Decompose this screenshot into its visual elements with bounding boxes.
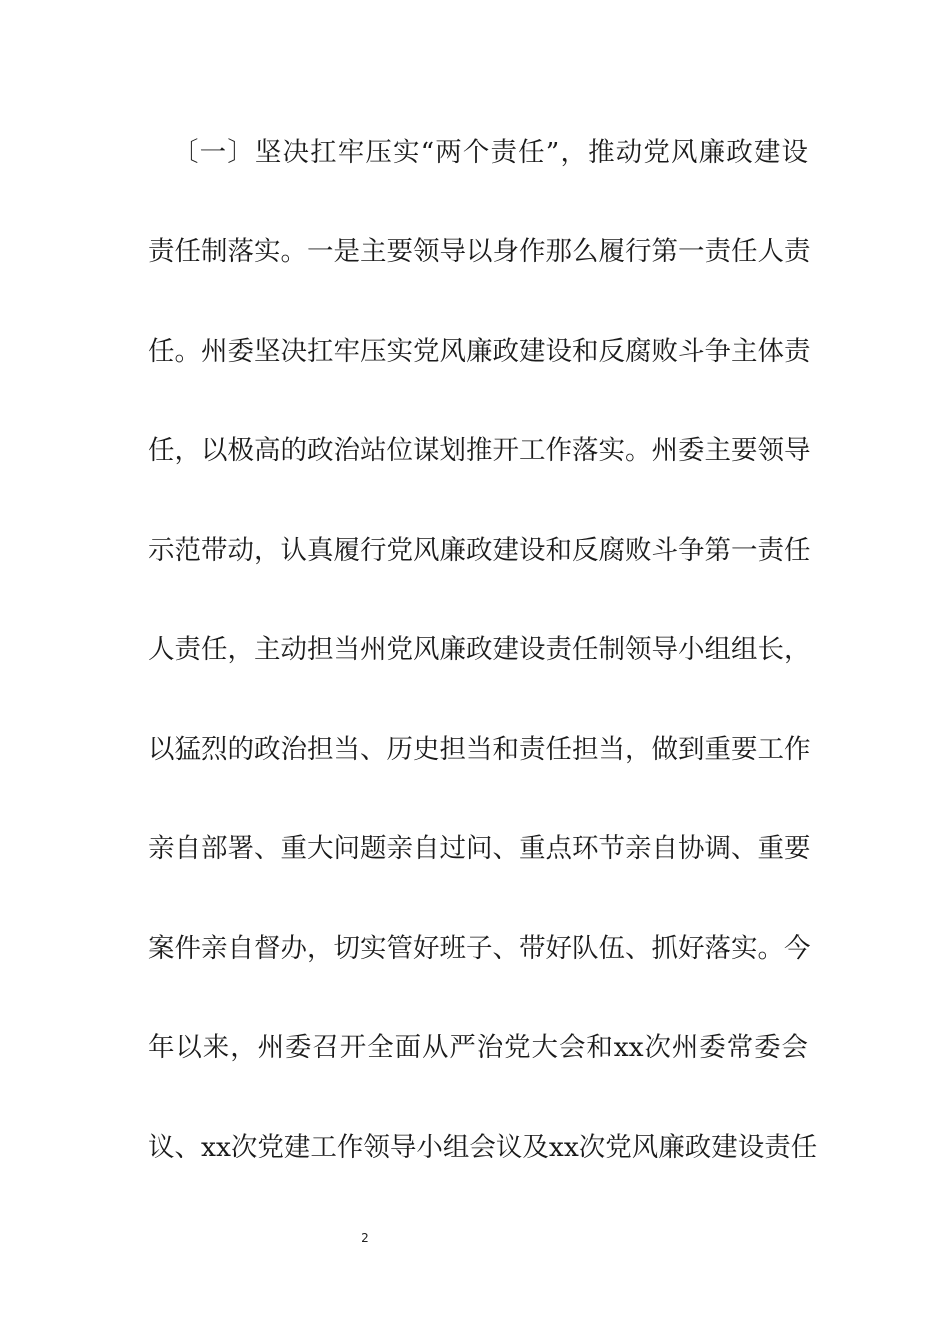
page-number: 2 xyxy=(361,1231,369,1245)
paragraph-line-7: 以猛烈的政治担当、历史担当和责任担当，做到重要工作 xyxy=(148,734,811,765)
paragraph-line-9: 案件亲自督办，切实管好班子、带好队伍、抓好落实。今 xyxy=(148,933,811,964)
paragraph-line-3: 任。州委坚决扛牢压实党风廉政建设和反腐败斗争主体责 xyxy=(148,336,811,367)
paragraph-line-2: 责任制落实。一是主要领导以身作那么履行第一责任人责 xyxy=(148,236,811,267)
paragraph-line-6: 人责任，主动担当州党风廉政建设责任制领导小组组长， xyxy=(148,634,811,665)
paragraph-line-4: 任，以极高的政治站位谋划推开工作落实。州委主要领导 xyxy=(148,435,811,466)
paragraph-line-11: 议、xx次党建工作领导小组会议及xx次党风廉政建设责任 xyxy=(148,1132,818,1163)
paragraph-line-10: 年以来，州委召开全面从严治党大会和xx次州委常委会 xyxy=(148,1032,808,1063)
paragraph-line-1: 〔一〕坚决扛牢压实“两个责任”，推动党风廉政建设 xyxy=(172,137,808,168)
paragraph-line-8: 亲自部署、重大问题亲自过问、重点环节亲自协调、重要 xyxy=(148,833,811,864)
paragraph-line-5: 示范带动，认真履行党风廉政建设和反腐败斗争第一责任 xyxy=(148,535,811,566)
